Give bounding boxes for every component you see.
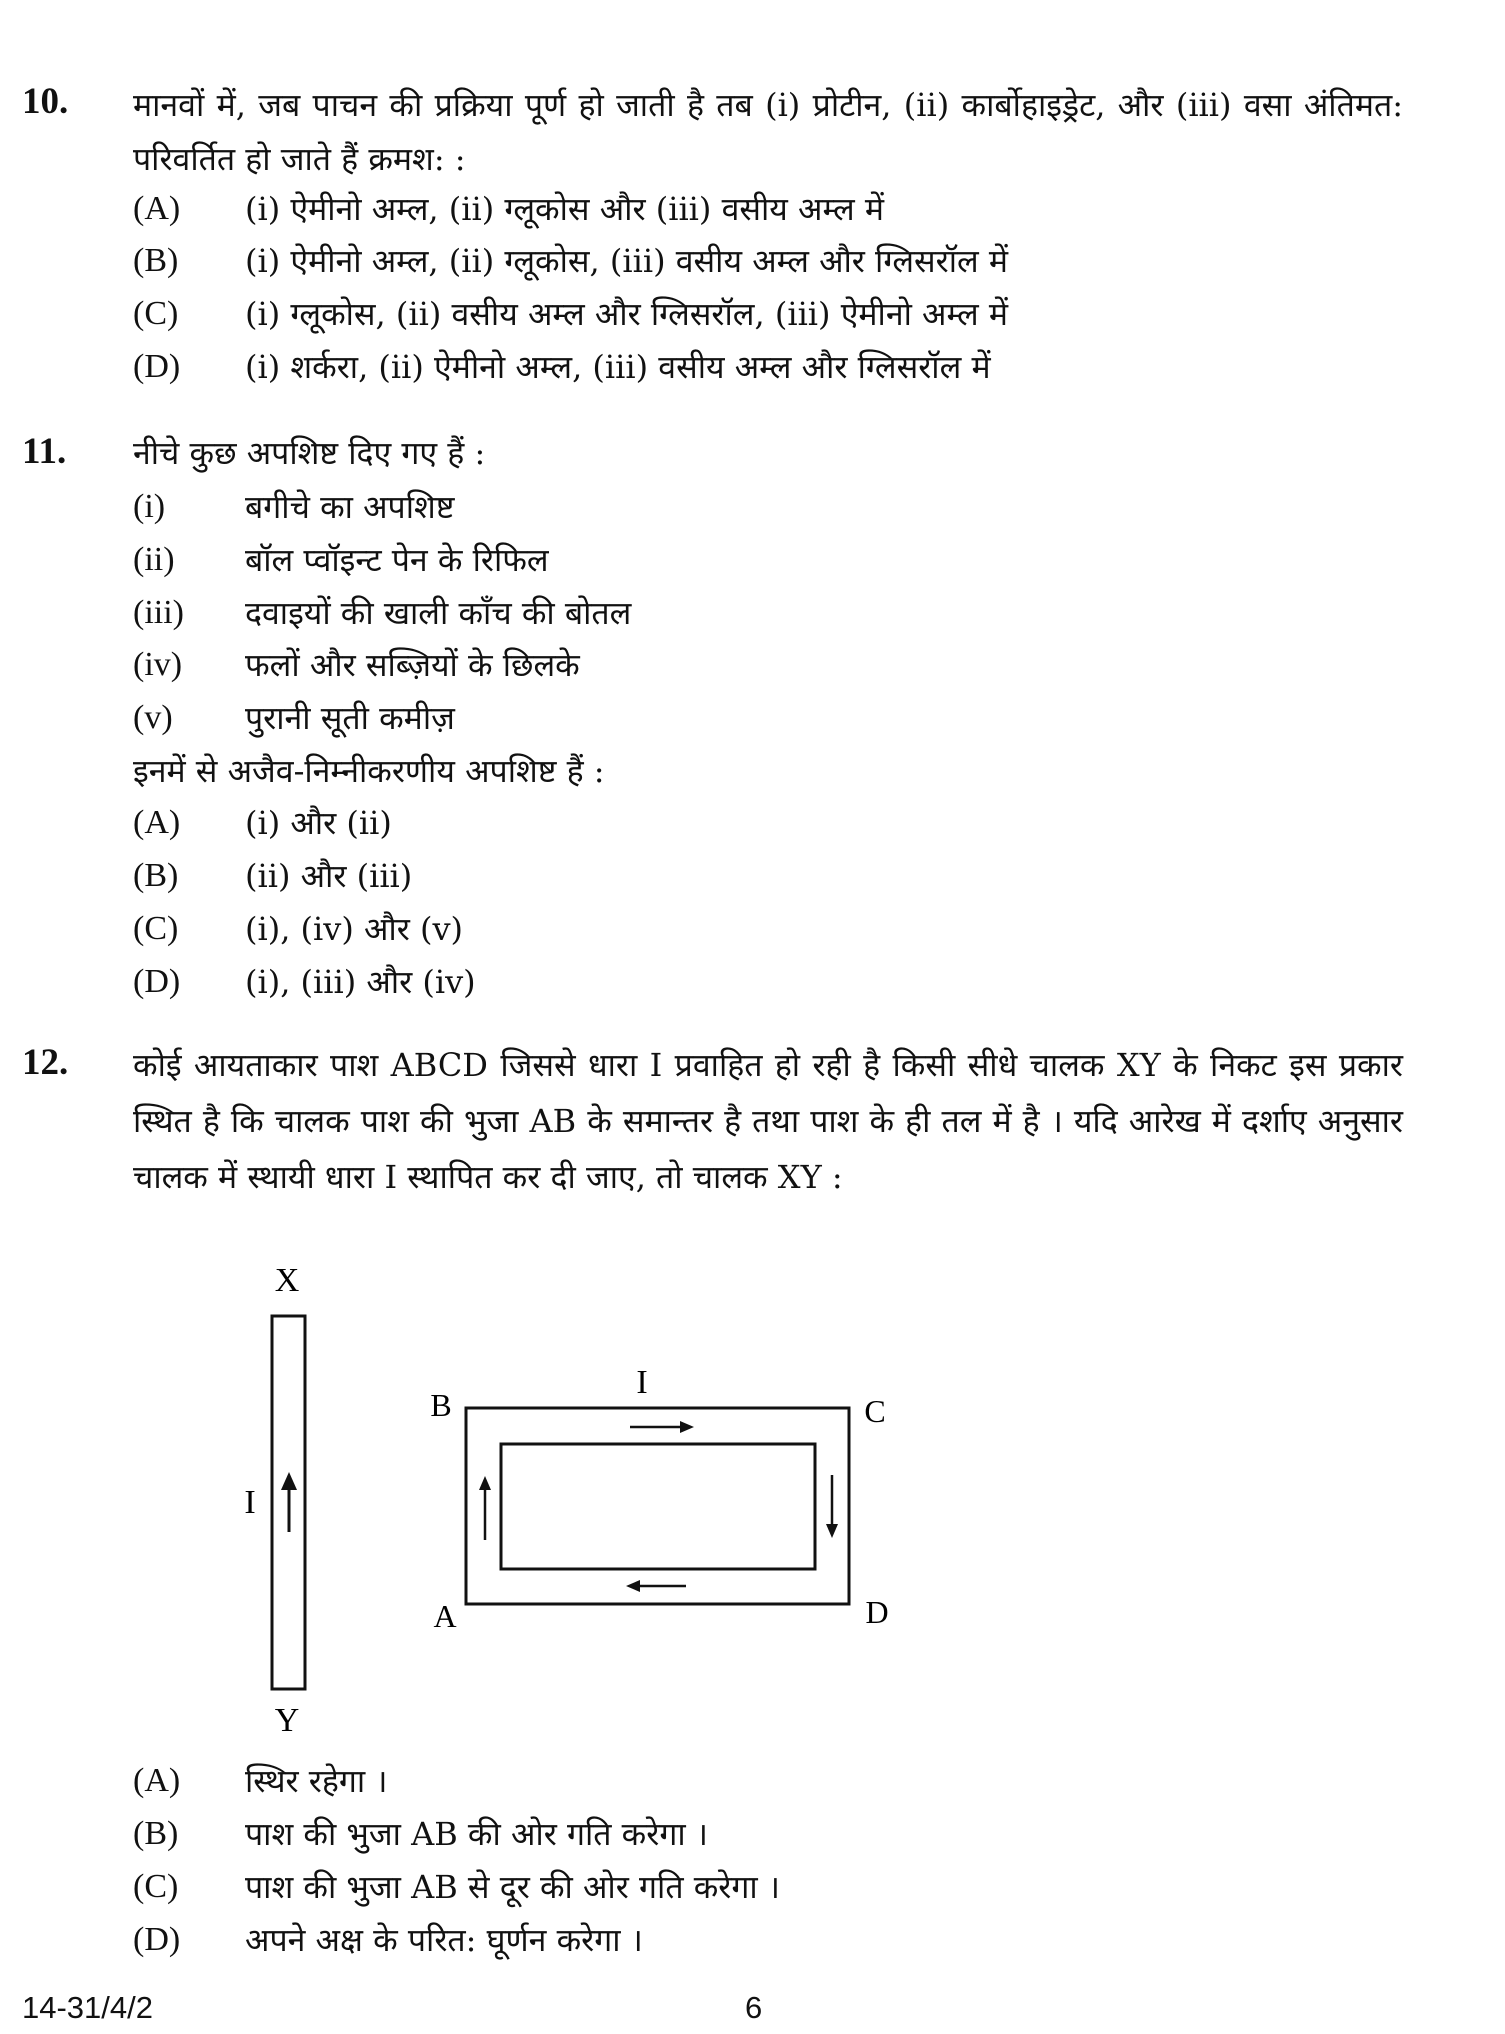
option-label: (D)	[133, 1921, 181, 1958]
item-text: दवाइयों की खाली काँच की बोतल	[245, 594, 632, 632]
conductor-current-arrow	[281, 1472, 297, 1532]
option-text: (i) और (ii)	[245, 804, 392, 842]
corner-c: C	[864, 1393, 886, 1429]
option-label: (B)	[133, 1815, 179, 1852]
option-label: (C)	[133, 295, 179, 332]
arrow-top-right	[630, 1421, 694, 1433]
option-text: (i) ऐमीनो अम्ल, (ii) ग्लूकोस और (iii) वसीय अम्ल में	[245, 190, 885, 228]
item-label: (ii)	[133, 541, 175, 578]
option-label: (B)	[133, 242, 179, 279]
option-text: (i), (iii) और (iv)	[245, 963, 476, 1001]
item-label: (iii)	[133, 594, 184, 631]
arrow-left-up	[479, 1476, 491, 1540]
option-text: अपने अक्ष के परित: घूर्णन करेगा ।	[245, 1921, 643, 1959]
item-text: बॉल प्वॉइन्ट पेन के रिफिल	[245, 541, 549, 579]
option-label: (A)	[133, 190, 181, 227]
item-text: पुरानी सूती कमीज़	[245, 699, 455, 737]
option-text: पाश की भुजा AB से दूर की ओर गति करेगा ।	[245, 1868, 781, 1906]
option-text: (i), (iv) और (v)	[245, 910, 464, 948]
item-text: फलों और सब्ज़ियों के छिलके	[245, 646, 580, 684]
q11-prompt: इनमें से अजैव-निम्नीकरणीय अपशिष्ट हैं :	[133, 752, 605, 790]
item-label: (iv)	[133, 646, 183, 683]
conductor-current-label: I	[244, 1484, 256, 1521]
option-text: (i) शर्करा, (ii) ऐमीनो अम्ल, (iii) वसीय अम्ल और ग्लिसरॉल में	[245, 348, 991, 386]
question-number: 11.	[22, 431, 67, 472]
paper-code: 14-31/4/2	[22, 1990, 153, 2025]
loop-current-label: I	[636, 1364, 648, 1401]
question-stem: नीचे कुछ अपशिष्ट दिए गए हैं :	[133, 434, 486, 472]
option-text: (i) ग्लूकोस, (ii) वसीय अम्ल और ग्लिसरॉल, (iii) ऐमीनो अम्ल में	[245, 295, 1009, 333]
question-stem: कोई आयताकार पाश ABCD जिससे धारा I प्रवाहित हो रही है किसी सीधे चालक XY के निकट इस प्रकार स्थित है कि चालक पाश की भुजा AB के समान्तर है तथा पाश के ही तल में है । यदि आरेख में दर्शाए अनुसार चालक में स्थायी धारा I स्थापित कर दी जाए, तो चालक XY :	[133, 1046, 1403, 1196]
label-x: X	[274, 1262, 300, 1299]
option-text: स्थिर रहेगा ।	[245, 1762, 388, 1800]
loop-outer-edge	[466, 1408, 849, 1604]
corner-d: D	[865, 1594, 889, 1630]
question-stem: मानवों में, जब पाचन की प्रक्रिया पूर्ण हो जाती है तब (i) प्रोटीन, (ii) कार्बोहाइड्रेट, और (iii) वसा अंतिमत: परिवर्तित हो जाते हैं क्रमश: :	[133, 86, 1403, 178]
option-label: (C)	[133, 910, 179, 947]
item-label: (v)	[133, 699, 173, 736]
option-label: (D)	[133, 348, 181, 385]
option-text: (i) ऐमीनो अम्ल, (ii) ग्लूकोस, (iii) वसीय अम्ल और ग्लिसरॉल में	[245, 242, 1009, 280]
arrow-bottom-left	[626, 1580, 686, 1592]
corner-a: A	[433, 1598, 457, 1634]
option-text: (ii) और (iii)	[245, 857, 413, 895]
arrow-right-down	[826, 1475, 838, 1538]
loop-inner-edge	[501, 1444, 815, 1569]
question-number: 12.	[22, 1042, 69, 1083]
option-label: (D)	[133, 963, 181, 1000]
conductor-loop-diagram	[0, 1250, 1000, 1750]
option-label: (C)	[133, 1868, 179, 1905]
item-label: (i)	[133, 488, 166, 525]
question-number: 10.	[22, 81, 69, 122]
corner-b: B	[430, 1387, 452, 1423]
option-text: पाश की भुजा AB की ओर गति करेगा ।	[245, 1815, 708, 1853]
item-text: बगीचे का अपशिष्ट	[245, 488, 455, 526]
option-label: (A)	[133, 804, 181, 841]
label-y: Y	[274, 1702, 300, 1739]
option-label: (A)	[133, 1762, 181, 1799]
page-number: 6	[745, 1990, 763, 2025]
option-label: (B)	[133, 857, 179, 894]
